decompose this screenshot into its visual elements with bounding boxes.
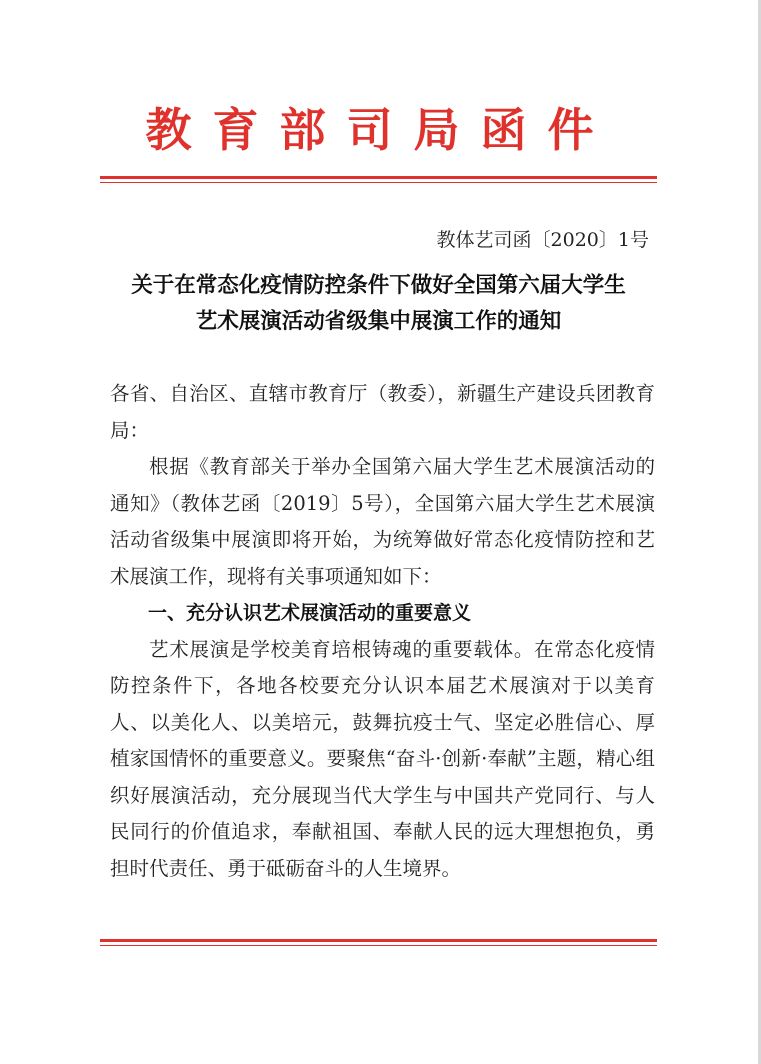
document-number: 教体艺司函〔2020〕1号 bbox=[436, 229, 649, 251]
footer-red-rule bbox=[100, 939, 657, 946]
rule-thin-line bbox=[100, 182, 657, 183]
document-body bbox=[110, 376, 655, 887]
letterhead-red-rule bbox=[100, 176, 657, 183]
footer-rule-thick-line bbox=[100, 939, 657, 942]
rule-thick-line bbox=[100, 176, 657, 179]
document-title bbox=[100, 268, 657, 340]
section-1-paragraph: 艺术展演是学校美育培根铸魂的重要载体。在常态化疫情防控条件下，各地各校要充分认识本届艺术展演对于以美育人、以美化人、以美培元，鼓舞抗疫士气、坚定必胜信心、厚植家国情怀的重要意义。要聚焦“奋斗·创新·奉献”主题，精心组织好展演活动，充分展现当代大学生与中国共产党同行、与人民同行的价值追求，奉献祖国、奉献人民的远大理想抱负，勇担时代责任、勇于砥砺奋斗的人生境界。 bbox=[110, 637, 655, 880]
footer-rule-thin-line bbox=[100, 945, 657, 946]
addressee: 各省、自治区、直辖市教育厅（教委），新疆生产建设兵团教育局： bbox=[110, 382, 655, 442]
letterhead-title: 教育部司局函件 bbox=[145, 103, 615, 157]
section-1-heading: 一、充分认识艺术展演活动的重要意义 bbox=[148, 602, 472, 624]
document-title-line-2: 艺术展演活动省级集中展演工作的通知 bbox=[195, 309, 562, 334]
intro-paragraph: 根据《教育部关于举办全国第六届大学生艺术展演活动的通知》（教体艺函〔2019〕5号），全国第六届大学生艺术展演活动省级集中展演即将开始，为统筹做好常态化疫情防控和艺术展演工作，现将有关事项通知如下： bbox=[110, 455, 655, 588]
document-title-line-1: 关于在常态化疫情防控条件下做好全国第六届大学生 bbox=[131, 273, 626, 298]
